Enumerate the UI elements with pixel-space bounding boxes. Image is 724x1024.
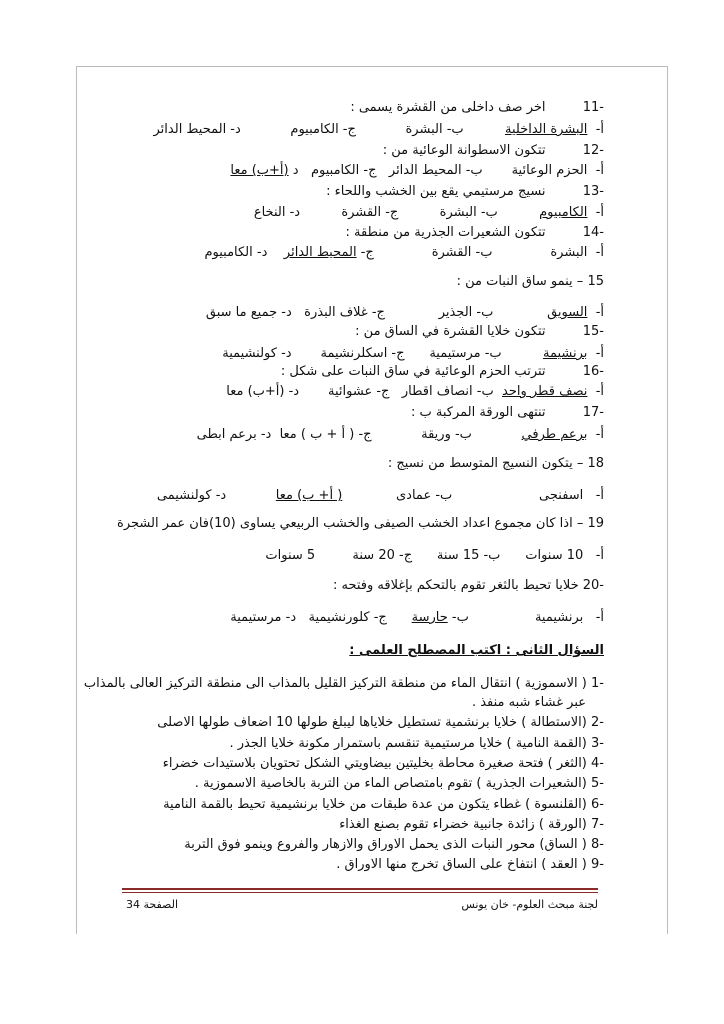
q14-opt-c: المحيط الدائر: [283, 245, 357, 260]
q18-text: 18 – يتكون النسيج المتوسط من نسيج :: [387, 456, 604, 471]
q18-opt-a-label: أ-: [595, 488, 604, 503]
q19-options: [265, 548, 604, 564]
q12-stem: [383, 143, 604, 159]
q16-opt-d: د- (أ+ب) معا: [226, 384, 300, 399]
q15b-opt-a: برنشيمة: [543, 346, 588, 361]
q11-opt-d: د- المحيط الدائر: [153, 122, 241, 137]
q20-opt-c: ج- كلورنشيمية: [308, 610, 387, 625]
q12-opt-c: ج- الكامبيوم: [310, 163, 377, 178]
q15a-opt-d: د- جميع ما سبق: [205, 305, 292, 320]
q16-opt-b: ب- انصاف اقطار: [401, 384, 494, 399]
q15a-opt-b: ب- الجذير: [438, 305, 494, 320]
q16-opt-a-label: أ-: [595, 384, 604, 399]
term-3: [229, 736, 604, 752]
q14-stem: [346, 225, 604, 241]
q18-opt-a: اسفنجى: [539, 488, 584, 503]
term-2-number: -2: [591, 715, 604, 730]
q15b-number: -15: [582, 324, 604, 339]
q15b-opt-b: ب- مرستيمية: [429, 346, 502, 361]
q19-opt-b: ب- 15 سنة: [436, 548, 501, 563]
term-5: [195, 776, 604, 792]
term-3-text: (القمة النامية ) خلايا مرستيمية تنقسم باستمرار مكونة خلايا الجذر .: [229, 736, 587, 751]
term-7-number: -7: [591, 817, 604, 832]
q15b-opt-a-label: أ-: [595, 346, 604, 361]
term-4: [163, 756, 604, 772]
term-9-text: ( العقد ) انتفاخ على الساق تخرج منها الاوراق .: [336, 857, 587, 872]
q14-text: تتكون الشعيرات الجذرية من منطقة :: [345, 225, 546, 240]
q13-options: [254, 205, 604, 221]
q17-opt-a-label: أ-: [595, 427, 604, 442]
footer-page-number: الصفحة 34: [126, 898, 179, 911]
term-6: [163, 797, 604, 813]
q13-opt-d: د- النخاع: [253, 205, 301, 220]
q12-opt-b: ب- المحيط الدائر: [388, 163, 483, 178]
q14-opt-c-label: ج-: [360, 245, 374, 260]
term-1-continued: [472, 695, 586, 711]
q18-stem: [388, 456, 604, 472]
term-6-number: -6: [591, 797, 604, 812]
term-5-number: -5: [591, 776, 604, 791]
q12-opt-d: (أ+ب) معا: [230, 163, 289, 178]
q20-opt-a: برنشيمية: [534, 610, 584, 625]
section2-title: السؤال الثانى : اكتب المصطلح العلمى :: [349, 643, 604, 658]
q17-opt-b: ب- وريقة: [421, 427, 472, 442]
footer-committee: لجنة مبحث العلوم- خان يونس: [461, 898, 598, 911]
q13-opt-a-label: أ-: [595, 205, 604, 220]
q19-opt-a-label: أ-: [595, 548, 604, 563]
q19-opt-c: ج- 20 سنة: [352, 548, 413, 563]
q16-opt-c: ج- عشوائية: [328, 384, 390, 399]
footer-rule: [122, 888, 598, 890]
q12-options: [230, 163, 604, 179]
q20-stem: [333, 578, 604, 594]
q12-opt-a-label: أ-: [595, 163, 604, 178]
q14-opt-a: البشرة: [550, 245, 588, 260]
q20-opt-b-label: ب-: [451, 610, 469, 625]
q15a-opt-a-label: أ-: [595, 305, 604, 320]
term-5-text: (الشعيرات الجذرية ) تقوم بامتصاص الماء من التربة بالخاصية الاسموزية .: [194, 776, 587, 791]
q12-opt-d-label: د: [292, 163, 299, 178]
q16-stem: [281, 364, 604, 380]
q20-opt-a-label: أ-: [595, 610, 604, 625]
term-4-number: -4: [591, 756, 604, 771]
term-8: [184, 837, 604, 853]
term-7: [339, 817, 604, 833]
q17-stem: [411, 405, 604, 421]
q14-opt-d: د- الكامبيوم: [204, 245, 268, 260]
q15b-opt-d: د- كولنشيمية: [222, 346, 292, 361]
page-border-right: [667, 66, 668, 934]
q11-opt-c: ج- الكامبيوم: [290, 122, 356, 137]
q16-options: [226, 384, 604, 400]
term-2-text: (الاستطالة ) خلايا برنشمية تستطيل خلاياها ليبلغ طولها 10 اضعاف طولها الاصلى: [157, 715, 587, 730]
q17-opt-d: د- برعم ابطى: [196, 427, 272, 442]
q11-stem: [350, 100, 604, 116]
q14-opt-b: ب- القشرة: [431, 245, 493, 260]
q18-opt-b: ب- عمادى: [396, 488, 453, 503]
q20-opt-b: حارسة: [411, 610, 448, 625]
q15a-opt-c: ج- غلاف البذرة: [304, 305, 385, 320]
q15b-stem: [355, 324, 604, 340]
q19-opt-d: 5 سنوات: [265, 548, 316, 563]
q13-number: -13: [582, 184, 604, 199]
q18-opt-c: ( أ+ ب) معا: [275, 488, 343, 503]
q12-text: تتكون الاسطوانة الوعائية من :: [382, 143, 546, 158]
q14-options: [204, 245, 604, 261]
q17-text: تنتهى الورقة المركبة ب :: [411, 405, 546, 420]
q18-options: [157, 488, 604, 504]
term-1: [84, 676, 604, 692]
q20-options: [230, 610, 604, 626]
term-7-text: (الورقة ) زائدة جانبية خضراء تقوم بصنع الغذاء: [339, 817, 587, 832]
q15a-options: [206, 305, 604, 321]
q15b-text: تتكون خلايا القشرة في الساق من :: [355, 324, 546, 339]
q14-opt-a-label: أ-: [595, 245, 604, 260]
term-6-text: (القلنسوة ) غطاء يتكون من عدة طبقات من خلايا برنشيمية تحيط بالقمة النامية: [163, 797, 587, 812]
term-8-number: -8: [591, 837, 604, 852]
q12-opt-a: الحزم الوعائية: [511, 163, 588, 178]
q17-opt-c: ج- ( أ + ب ) معا: [279, 427, 372, 442]
q13-stem: [326, 184, 604, 200]
page-border-top: [76, 66, 668, 67]
q16-opt-a: نصف قطر واحد: [502, 384, 588, 399]
q11-opt-a-label: أ-: [595, 122, 604, 137]
q19-opt-a: 10 سنوات: [525, 548, 584, 563]
term-1-continued-text: عبر غشاء شبه منفذ .: [471, 695, 586, 710]
page-border-left: [76, 66, 77, 934]
q15a-opt-a: السويق: [547, 305, 588, 320]
q11-opt-b: ب- البشرة: [405, 122, 464, 137]
q17-options: [197, 427, 604, 443]
term-9-number: -9: [591, 857, 604, 872]
term-2: [157, 715, 604, 731]
q11-number: -11: [582, 100, 604, 115]
q15b-options: [222, 346, 604, 362]
q11-opt-a: البشرة الداخلية: [504, 122, 588, 137]
q15a-text: 15 – ينمو ساق النبات من :: [456, 274, 604, 289]
term-9: [336, 857, 604, 873]
q16-number: -16: [582, 364, 604, 379]
q19-stem: [117, 516, 604, 532]
q13-opt-b: ب- البشرة: [439, 205, 498, 220]
q18-opt-d: د- كولنشيمى: [156, 488, 227, 503]
q17-number: -17: [582, 405, 604, 420]
q15a-stem: [457, 274, 604, 290]
footer-rule-thin: [122, 892, 598, 893]
q20-opt-d: د- مرستيمية: [230, 610, 297, 625]
q20-text: -20 خلايا تحيط بالثغر تقوم بالتحكم بإغلاقه وفتحه :: [333, 578, 604, 593]
q13-text: نسيج مرستيمي يقع بين الخشب واللحاء :: [326, 184, 546, 199]
q13-opt-a: الكامبيوم: [539, 205, 588, 220]
q15b-opt-c: ج- اسكلرنشيمة: [320, 346, 405, 361]
q16-text: تترتب الحزم الوعائية في ساق النبات على شكل :: [280, 364, 546, 379]
q14-number: -14: [582, 225, 604, 240]
term-8-text: ( الساق) محور النبات الذى يحمل الاوراق والازهار والفروع وينمو فوق التربة: [184, 837, 587, 852]
term-1-number: -1: [591, 676, 604, 691]
term-1-text: ( الاسموزية ) انتقال الماء من منطقة التركيز القليل بالمذاب الى منطقة التركيز العالى بالمذاب: [83, 676, 587, 691]
q11-options: [154, 122, 605, 138]
q11-text: اخر صف داخلى من القشرة يسمى :: [350, 100, 546, 115]
q19-text: 19 – اذا كان مجموع اعداد الخشب الصيفى والخشب الربيعي يساوى (10)فان عمر الشجرة: [117, 516, 604, 531]
term-3-number: -3: [591, 736, 604, 751]
q17-opt-a: برعم طرفي: [521, 427, 588, 442]
q13-opt-c: ج- القشرة: [341, 205, 399, 220]
q12-number: -12: [582, 143, 604, 158]
term-4-text: (الثغر ) فتحة صغيرة محاطة بخليتين بيضاويتي الشكل تحتويان بلاستيدات خضراء: [162, 756, 587, 771]
